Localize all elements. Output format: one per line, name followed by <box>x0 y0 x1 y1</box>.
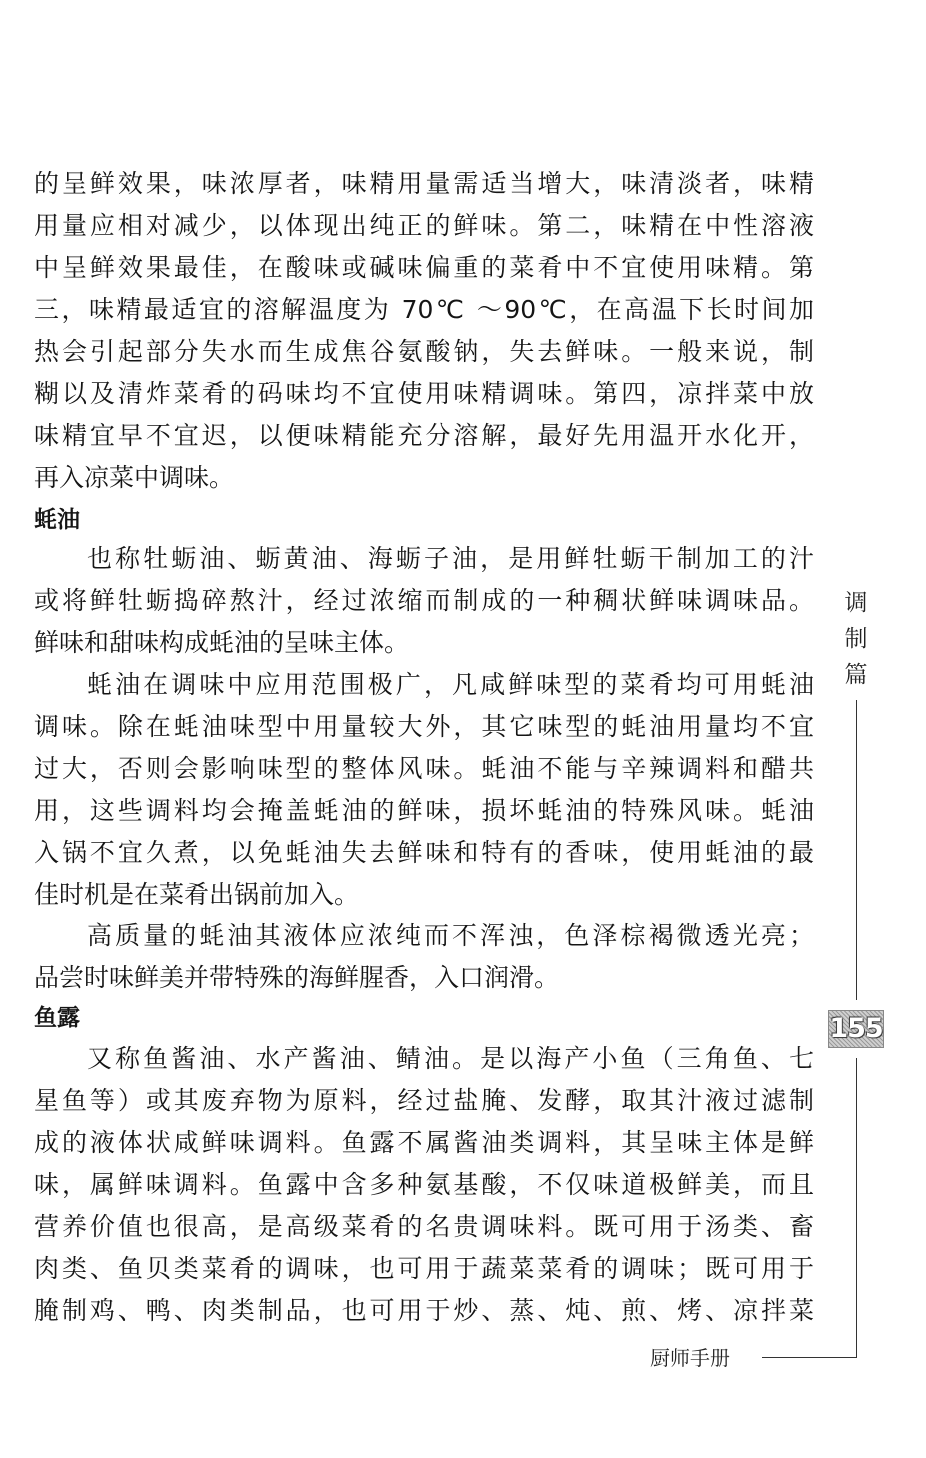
text-line: 味精宜早不宜迟，以便味精能充分溶解，最好先用温开水化开， <box>34 421 814 450</box>
text-line: 佳时机是在菜肴出锅前加入。 <box>34 880 360 909</box>
section-heading-oyster-sauce: 蚝油 <box>34 507 80 533</box>
text-line: 糊以及清炸菜肴的码味均不宜使用味精调味。第四，凉拌菜中放 <box>34 379 814 408</box>
margin-rule-upper <box>856 700 857 1000</box>
footer-rule <box>762 1357 857 1358</box>
text-line: 用，这些调料均会掩盖蚝油的鲜味，损坏蚝油的特殊风味。蚝油 <box>34 796 814 825</box>
text-line: 星鱼等）或其废弃物为原料，经过盐腌、发酵，取其汁液过滤制 <box>34 1086 814 1115</box>
text-line: 腌制鸡、鸭、肉类制品，也可用于炒、蒸、炖、煎、烤、凉拌菜 <box>34 1296 814 1325</box>
text-line: 中呈鲜效果最佳，在酸味或碱味偏重的菜肴中不宜使用味精。第 <box>34 253 814 282</box>
text-line: 高质量的蚝油其液体应浓纯而不浑浊，色泽棕褐微透光亮； <box>87 921 814 950</box>
section-heading-fish-sauce: 鱼露 <box>34 1005 80 1031</box>
text-line: 肉类、鱼贝类菜肴的调味，也可用于蔬菜菜肴的调味；既可用于 <box>34 1254 814 1283</box>
section-label-char: 调 <box>844 590 868 616</box>
text-line: 成的液体状咸鲜味调料。鱼露不属酱油类调料，其呈味主体是鲜 <box>34 1128 814 1157</box>
text-line: 再入凉菜中调味。 <box>34 463 235 492</box>
section-label-char: 制 <box>844 626 868 652</box>
text-line: 又称鱼酱油、水产酱油、鲭油。是以海产小鱼（三角鱼、七 <box>87 1044 814 1073</box>
text-line: 鲜味和甜味构成蚝油的呈味主体。 <box>34 628 410 657</box>
text-line: 热会引起部分失水而生成焦谷氨酸钠，失去鲜味。一般来说，制 <box>34 337 814 366</box>
margin-rule-lower <box>856 1058 857 1358</box>
text-line: 用量应相对减少，以体现出纯正的鲜味。第二，味精在中性溶液 <box>34 211 814 240</box>
footer-book-title: 厨师手册 <box>650 1346 730 1370</box>
text-line: 入锅不宜久煮，以免蚝油失去鲜味和特有的香味，使用蚝油的最 <box>34 838 814 867</box>
text-line: 调味。除在蚝油味型中用量较大外，其它味型的蚝油用量均不宜 <box>34 712 814 741</box>
text-line: 品尝时味鲜美并带特殊的海鲜腥香，入口润滑。 <box>34 963 560 992</box>
text-line: 蚝油在调味中应用范围极广，凡咸鲜味型的菜肴均可用蚝油 <box>87 670 814 699</box>
text-line: 营养价值也很高，是高级菜肴的名贵调味料。既可用于汤类、畜 <box>34 1212 814 1241</box>
text-line: 或将鲜牡蛎捣碎熬汁，经过浓缩而制成的一种稠状鲜味调味品。 <box>34 586 814 615</box>
text-line: 三，味精最适宜的溶解温度为 70℃ ～90℃，在高温下长时间加 <box>34 295 814 324</box>
page-number-badge: 155 <box>828 1010 884 1048</box>
text-line: 过大，否则会影响味型的整体风味。蚝油不能与辛辣调料和醋共 <box>34 754 814 783</box>
section-label-char: 篇 <box>844 662 868 688</box>
text-line: 的呈鲜效果，味浓厚者，味精用量需适当增大，味清淡者，味精 <box>34 169 814 198</box>
text-line: 也称牡蛎油、蛎黄油、海蛎子油，是用鲜牡蛎干制加工的汁 <box>87 544 814 573</box>
text-line: 味，属鲜味调料。鱼露中含多种氨基酸，不仅味道极鲜美，而且 <box>34 1170 814 1199</box>
